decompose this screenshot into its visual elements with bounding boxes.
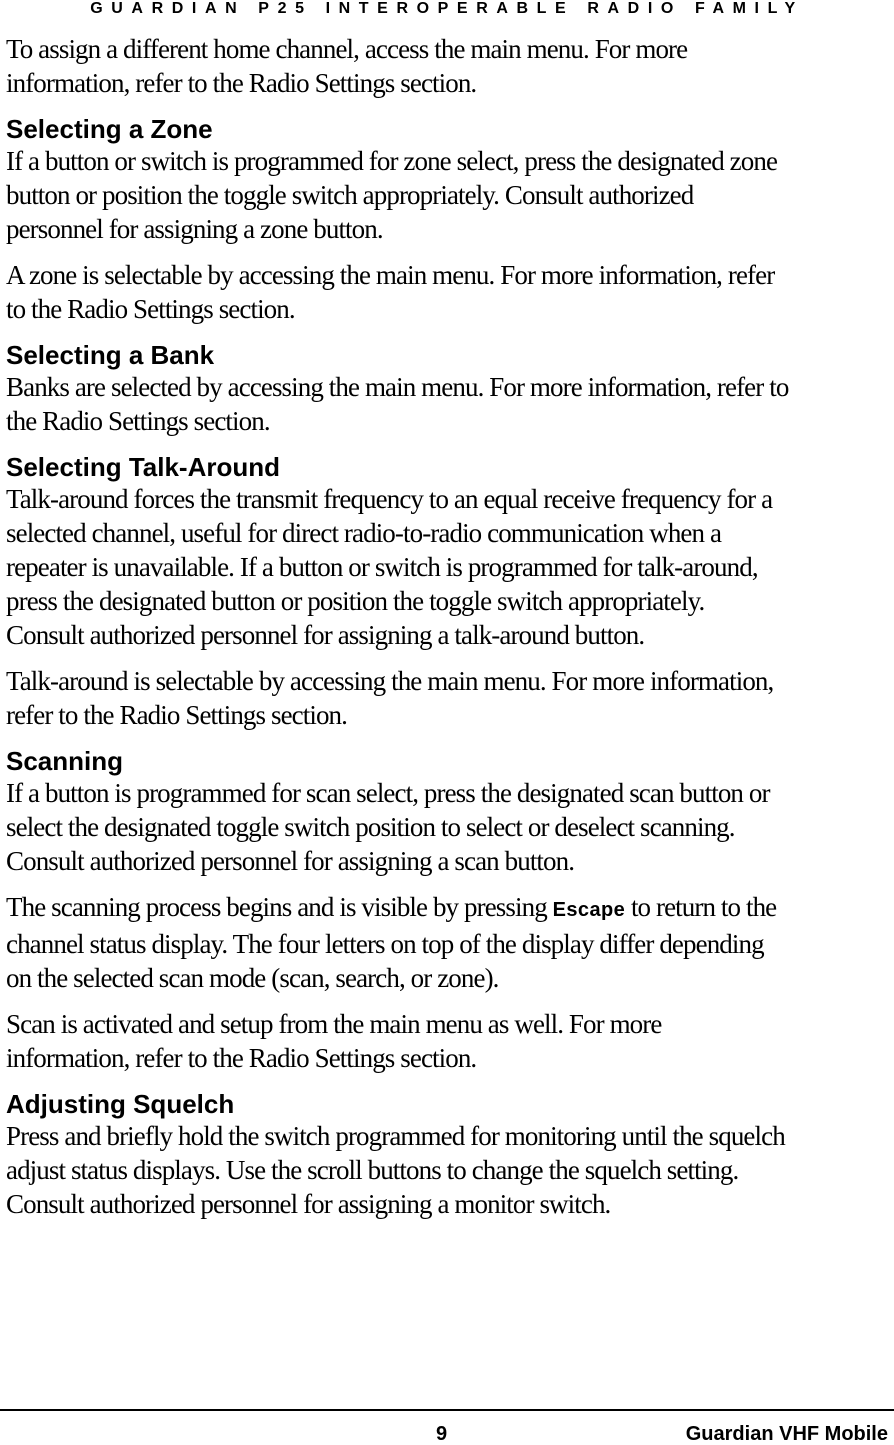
text-line: press the designated button or position the toggle switch appropriately. — [6, 586, 705, 616]
section-heading: Selecting a Zone — [6, 114, 213, 144]
text-fragment: The scanning process begins and is visible by pressing — [6, 892, 553, 922]
intro-paragraph — [6, 32, 890, 100]
text-line: selected channel, useful for direct radio-to-radio communication when a — [6, 518, 722, 548]
text-line: A zone is selectable by accessing the main menu. For more information, refer — [6, 260, 775, 290]
squelch-paragraph-1 — [6, 1119, 890, 1221]
text-line: Talk-around is selectable by accessing the main menu. For more information, — [6, 666, 774, 696]
text-line: refer to the Radio Settings section. — [6, 700, 348, 730]
talkaround-paragraph-1 — [6, 482, 890, 652]
section-heading: Selecting a Bank — [6, 340, 215, 370]
footer-product-name: Guardian VHF Mobile — [685, 1423, 888, 1445]
text-line: Talk-around forces the transmit frequency to an equal receive frequency for a — [6, 484, 773, 514]
page-body — [6, 32, 890, 1233]
text-line: Press and briefly hold the switch programmed for monitoring until the squelch — [6, 1121, 785, 1151]
section-selecting-bank — [6, 338, 890, 438]
text-line: information, refer to the Radio Settings section. — [6, 68, 477, 98]
text-line — [6, 890, 890, 927]
section-selecting-zone — [6, 112, 890, 326]
talkaround-paragraph-2 — [6, 664, 890, 732]
scanning-paragraph-2 — [6, 890, 890, 995]
text-line: select the designated toggle switch position to select or deselect scanning. — [6, 812, 735, 842]
text-line: information, refer to the Radio Settings section. — [6, 1043, 477, 1073]
text-line: personnel for assigning a zone button. — [6, 214, 383, 244]
text-line: Scan is activated and setup from the main menu as well. For more — [6, 1009, 662, 1039]
text-line: If a button or switch is programmed for zone select, press the designated zone — [6, 146, 778, 176]
zone-paragraph-1 — [6, 144, 890, 246]
text-line: adjust status displays. Use the scroll buttons to change the squelch setting. — [6, 1155, 739, 1185]
text-line: to the Radio Settings section. — [6, 294, 295, 324]
text-line: channel status display. The four letters on top of the display differ depending — [6, 929, 764, 959]
text-fragment: to return to the — [625, 892, 777, 922]
text-line: Consult authorized personnel for assigning a talk-around button. — [6, 620, 645, 650]
text-line: To assign a different home channel, access the main menu. For more — [6, 34, 688, 64]
scanning-paragraph-3 — [6, 1007, 890, 1075]
running-header: GUARDIAN P25 INTEROPERABLE RADIO FAMILY — [90, 0, 804, 17]
text-line: repeater is unavailable. If a button or switch is programmed for talk-around, — [6, 552, 758, 582]
section-heading: Adjusting Squelch — [6, 1089, 235, 1119]
section-selecting-talk-around — [6, 450, 890, 732]
scanning-paragraph-1 — [6, 776, 890, 878]
text-line: button or position the toggle switch appropriately. Consult authorized — [6, 180, 694, 210]
text-line: If a button is programmed for scan select, press the designated scan button or — [6, 778, 770, 808]
text-line: the Radio Settings section. — [6, 406, 270, 436]
text-line: Consult authorized personnel for assigning a monitor switch. — [6, 1189, 611, 1219]
section-heading: Selecting Talk-Around — [6, 452, 280, 482]
section-scanning — [6, 744, 890, 1075]
zone-paragraph-2 — [6, 258, 890, 326]
footer-divider — [0, 1409, 894, 1411]
text-line: Banks are selected by accessing the main menu. For more information, refer to — [6, 372, 789, 402]
escape-key-label: Escape — [552, 899, 626, 921]
section-adjusting-squelch — [6, 1087, 890, 1221]
bank-paragraph-1 — [6, 370, 890, 438]
text-line: on the selected scan mode (scan, search, or zone). — [6, 963, 499, 993]
section-heading: Scanning — [6, 746, 124, 776]
page-number: 9 — [436, 1423, 448, 1445]
text-line: Consult authorized personnel for assigning a scan button. — [6, 846, 575, 876]
